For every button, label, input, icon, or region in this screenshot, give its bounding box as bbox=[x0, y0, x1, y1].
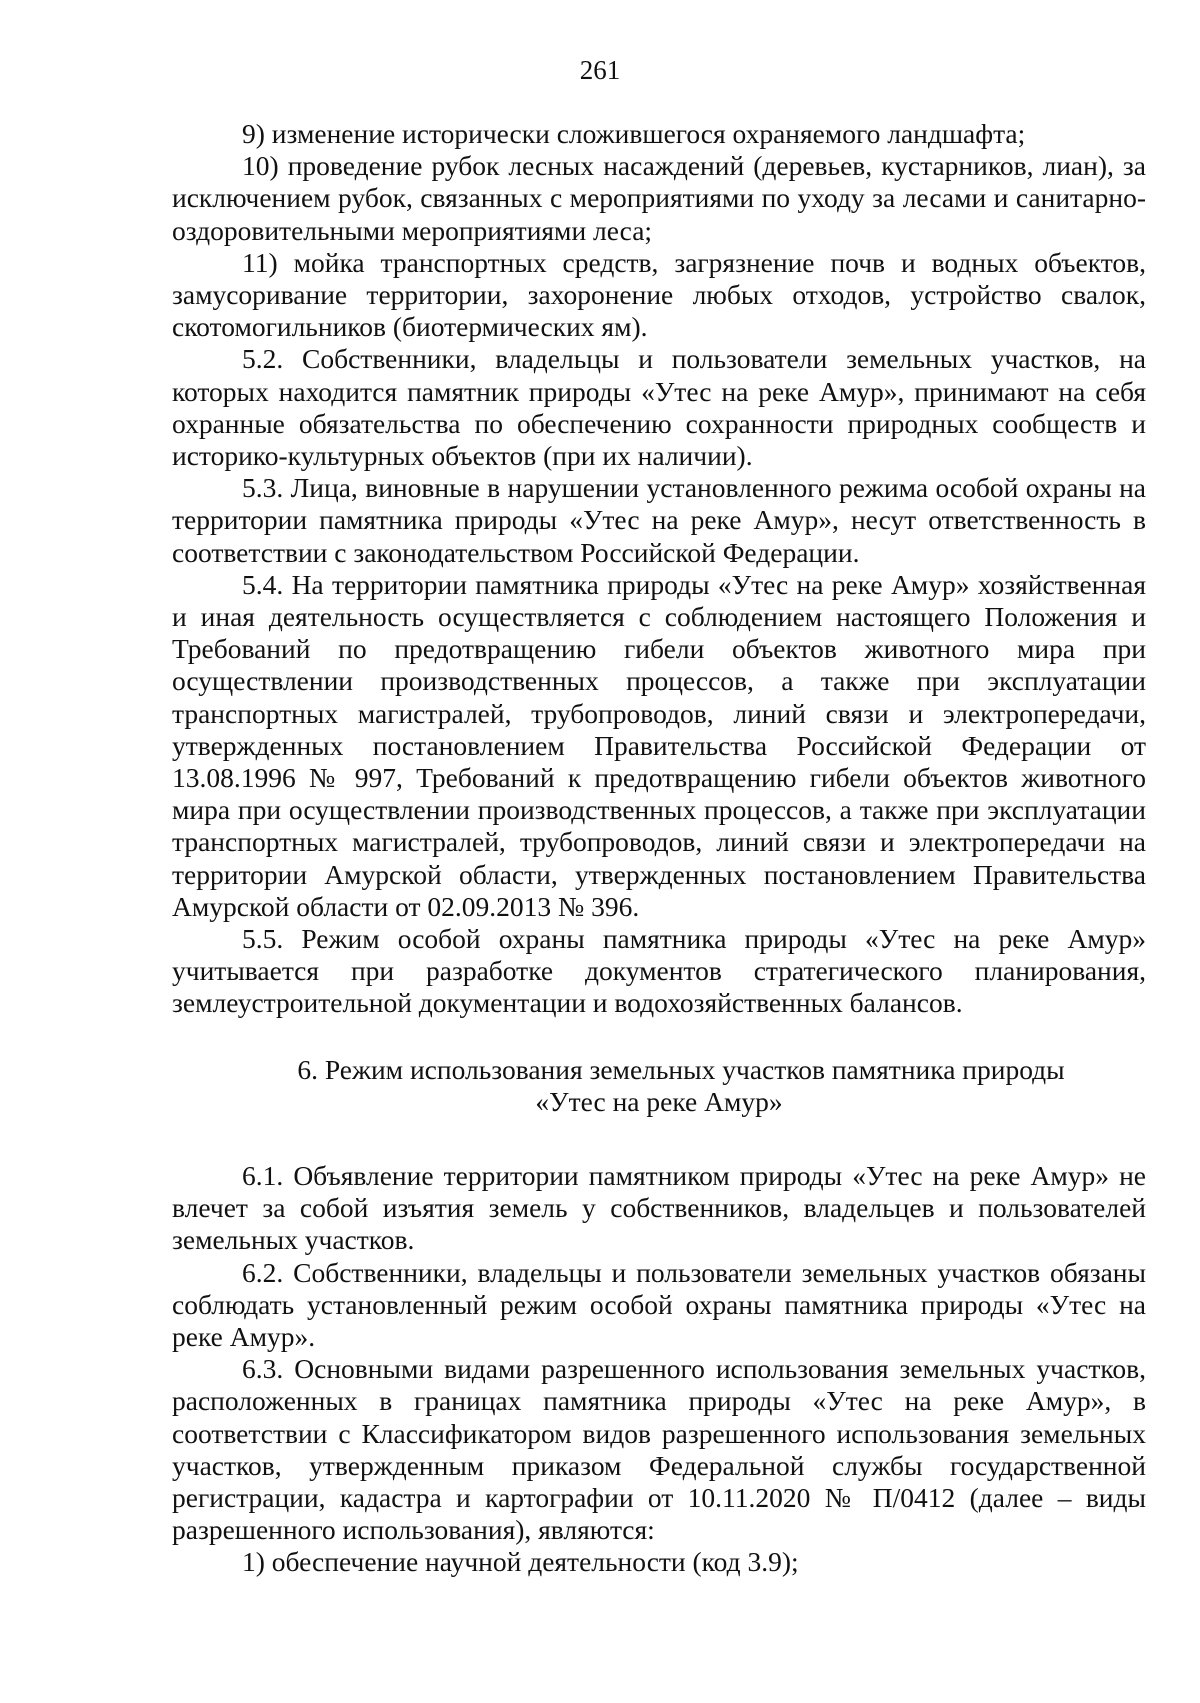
text-block-bottom bbox=[172, 1160, 1146, 1579]
paragraph-item-10: 10) проведение рубок лесных насаждений (деревьев, кустарников, лиан), за исключением рубок, связанных с мероприятиями по уходу за лесами и санитарно-оздоровительными мероприятиями леса; bbox=[172, 150, 1146, 246]
text-block-top bbox=[172, 118, 1146, 1020]
paragraph-list-item-1: 1) обеспечение научной деятельности (код 3.9); bbox=[242, 1546, 799, 1578]
paragraph-5-5: 5.5. Режим особой охраны памятника природы «Утес на реке Амур» учитывается при разработке документов стратегического планирования, землеустроительной документации и водохозяйственных балансов. bbox=[172, 923, 1146, 1019]
paragraph-6-3: 6.3. Основными видами разрешенного использования земельных участков, расположенных в границах памятника природы «Утес на реке Амур», в соответствии с Классификатором видов разрешенного использования земельных участков, утвержденным приказом Федеральной службы государственной регистрации, кадастра и картографии от 10.11.2020 № П/0412 (далее – виды разрешенного использования), являются: bbox=[172, 1353, 1146, 1546]
paragraph-item-9: 9) изменение исторически сложившегося охраняемого ландшафта; bbox=[242, 118, 1026, 149]
paragraph-5-3: 5.3. Лица, виновные в нарушении установленного режима особой охраны на территории памятника природы «Утес на реке Амур», несут ответственность в соответствии с законодательством Российской Федерации. bbox=[172, 472, 1146, 568]
paragraph-5-4: 5.4. На территории памятника природы «Утес на реке Амур» хозяйственная и иная деятельность осуществляется с соблюдением настоящего Положения и Требований по предотвращению гибели объектов животного мира при осуществлении производственных процессов, а также при эксплуатации транспортных магистралей, трубопроводов, линий связи и электропередачи, утвержденных постановлением Правительства Российской Федерации от 13.08.1996 № 997, Требований к предотвращению гибели объектов животного мира при осуществлении производственных процессов, а также при эксплуатации транспортных магистралей, трубопроводов, линий связи и электропередачи на территории Амурской области, утвержденных постановлением Правительства Амурской области от 02.09.2013 № 396. bbox=[172, 568, 1146, 922]
section-heading bbox=[172, 1054, 1146, 1118]
section-heading-line-2: «Утес на реке Амур» bbox=[535, 1086, 783, 1118]
paragraph-6-2: 6.2. Собственники, владельцы и пользователи земельных участков обязаны соблюдать установленный режим особой охраны памятника природы «Утес на реке Амур». bbox=[172, 1256, 1146, 1353]
section-heading-line-1: 6. Режим использования земельных участков памятника природы bbox=[297, 1054, 1065, 1085]
page-number: 261 bbox=[579, 55, 621, 85]
paragraph-5-2: 5.2. Собственники, владельцы и пользователи земельных участков, на которых находится памятник природы «Утес на реке Амур», принимают на себя охранные обязательства по обеспечению сохранности природных сообществ и историко-культурных объектов (при их наличии). bbox=[172, 343, 1146, 472]
paragraph-item-11: 11) мойка транспортных средств, загрязнение почв и водных объектов, замусоривание территории, захоронение любых отходов, устройство свалок, скотомогильников (биотермических ям). bbox=[172, 246, 1146, 343]
paragraph-6-1: 6.1. Объявление территории памятником природы «Утес на реке Амур» не влечет за собой изъятия земель у собственников, владельцев и пользователей земельных участков. bbox=[172, 1160, 1146, 1256]
